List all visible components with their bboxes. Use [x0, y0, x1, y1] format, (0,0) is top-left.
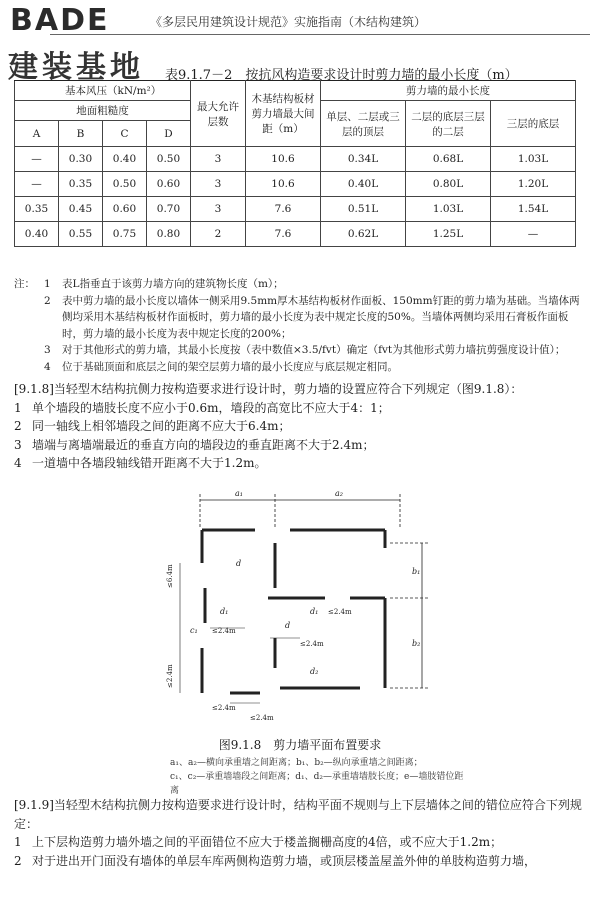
max-floors-header: 最大允许层数	[191, 81, 246, 147]
figure-caption: 图9.1.8 剪力墙平面布置要求	[218, 738, 382, 752]
min-length-header: 剪力墙的最小长度	[321, 81, 576, 101]
table-cell: 0.55	[58, 222, 102, 247]
label-le-2-4m: ≤2.4m	[328, 608, 352, 616]
table-cell: 1.25L	[406, 222, 491, 247]
book-title: 《多层民用建筑设计规范》实施指南（木结构建筑）	[150, 15, 427, 29]
table-cell: 0.45	[58, 197, 102, 222]
label-d1-right: d₁	[310, 607, 319, 616]
item-text: 墙端与离墙端最近的垂直方向的墙段边的垂直距离不大于2.4m；	[32, 437, 375, 452]
table-cell: 1.03L	[491, 147, 576, 172]
table-caption: 表9.1.7－2 按抗风构造要求设计时剪力墙的最小长度（m）	[165, 68, 518, 83]
table-cell: 10.6	[246, 172, 321, 197]
legend-line: a₁、a₂—横向承重墙之间距离；b₁、b₂—纵向承重墙之间距离；	[170, 758, 423, 768]
table-cell: 0.50	[102, 172, 146, 197]
table-cell: 3	[191, 147, 246, 172]
label-b1: b₁	[412, 567, 421, 576]
table-cell: 1.03L	[406, 197, 491, 222]
table-cell: —	[15, 147, 59, 172]
label-le-2-4m: ≤2.4m	[212, 704, 236, 712]
table-cell: 0.75	[102, 222, 146, 247]
label-le-6-4m: ≤6.4m	[166, 564, 174, 588]
floor-col-2: 二层的底层三层的二层	[406, 101, 491, 147]
note-text: 表中剪力墙的最小长度以墙体一侧采用9.5mm厚木基结构板材作面板、150mm钉距的剪力墙为基础。当墙体两侧均采用木基结构板材作面板时，剪力墙的最小长度为表中规定长度的50%。当墙体两侧均采用石膏板作面板时，剪力墙的最小长度为表中规定长度的200%；	[62, 294, 580, 340]
wall-segments	[202, 530, 385, 693]
table-cell: 0.40L	[321, 172, 406, 197]
table-row	[15, 172, 576, 197]
top-dimension	[200, 494, 400, 528]
label-d1-left: d₁	[220, 607, 229, 616]
note-text: 位于基础顶面和底层之间的架空层剪力墙的最小长度应与底层规定相同。	[62, 360, 398, 373]
table-cell: 3	[191, 197, 246, 222]
label-b2: b₂	[412, 639, 421, 648]
spacing-header: 木基结构板材剪力墙最大间距（m）	[246, 81, 321, 147]
note-number: 3	[44, 344, 51, 356]
floor-col-1: 单层、二层或三层的顶层	[321, 101, 406, 147]
item-number: 2	[14, 419, 22, 433]
label-c1: c₁	[190, 626, 198, 635]
table-cell: 0.40	[15, 222, 59, 247]
table-cell: 0.35	[15, 197, 59, 222]
table-cell: 0.80	[146, 222, 190, 247]
table-cell: 0.60	[102, 197, 146, 222]
note-number: 1	[44, 278, 51, 290]
table-cell: —	[491, 222, 576, 247]
item-text: 单个墙段的墙肢长度不应小于0.6m，墙段的高宽比不应大于4：1；	[32, 400, 390, 415]
table-cell: 7.6	[246, 222, 321, 247]
label-d: d	[285, 621, 291, 630]
table-cell: 7.6	[246, 197, 321, 222]
table-cell: 1.54L	[491, 197, 576, 222]
label-le-2-4m: ≤2.4m	[212, 627, 236, 635]
item-text: 同一轴线上相邻墙段之间的距离不应大于6.4m；	[32, 419, 291, 433]
item-text: 对于进出开门面没有墙体的单层车库两侧构造剪力墙，或顶层楼盖屋盖外伸的单肢构造剪力墙，	[32, 853, 537, 868]
table-cell: 0.30	[58, 147, 102, 172]
section-9-1-9	[14, 796, 586, 870]
site-logo-subtitle: 建装基地	[8, 50, 144, 85]
label-a2: a₂	[335, 489, 343, 498]
note-text: 表L指垂直于该剪力墙方向的建筑物长度（m）；	[62, 278, 284, 290]
label-d: d	[236, 559, 242, 568]
label-le-2-4m: ≤2.4m	[166, 664, 174, 688]
table-cell: 0.50	[146, 147, 190, 172]
table-cell: —	[15, 172, 59, 197]
item-text: 一道墙中各墙段轴线错开距离不大于1.2m。	[32, 456, 267, 470]
table-cell: 0.62L	[321, 222, 406, 247]
section-heading: [9.1.9]当轻型木结构抗侧力按构造要求进行设计时，结构平面不规则与上下层墙体之间的错位应符合下列规定：	[14, 798, 582, 831]
site-logo: BADE	[10, 3, 110, 38]
wall-length-table	[14, 80, 576, 247]
wind-pressure-header: 基本风压（kN/m²）	[15, 81, 191, 101]
terrain-header: 地面粗糙度	[15, 101, 191, 121]
floor-col-3: 三层的底层	[491, 101, 576, 147]
item-number: 1	[14, 400, 22, 415]
guide-lines	[180, 563, 300, 703]
item-number: 3	[14, 437, 22, 452]
terrain-c: C	[102, 121, 146, 147]
table-cell: 0.68L	[406, 147, 491, 172]
item-text: 上下层构造剪力墙外墙之间的平面错位不应大于楼盖搁栅高度的4倍，或不应大于1.2m；	[32, 835, 503, 849]
terrain-a: A	[15, 121, 59, 147]
item-number: 2	[14, 853, 22, 868]
table-notes	[14, 276, 584, 375]
limit-labels	[166, 564, 352, 722]
table-cell: 0.70	[146, 197, 190, 222]
table-cell: 0.60	[146, 172, 190, 197]
table-cell: 0.40	[102, 147, 146, 172]
label-le-2-4m: ≤2.4m	[300, 640, 324, 648]
note-text: 对于其他形式的剪力墙，其最小长度按（表中数值×3.5/fvt）确定（fvt为其他形式剪力墙抗剪强度设计值）；	[62, 344, 566, 356]
table-cell: 0.51L	[321, 197, 406, 222]
table-row	[15, 197, 576, 222]
item-number: 4	[14, 456, 22, 470]
table-cell: 0.34L	[321, 147, 406, 172]
shear-wall-plan-figure	[150, 488, 440, 728]
right-dimension	[390, 543, 430, 688]
section-heading: [9.1.8]当轻型木结构抗侧力按构造要求进行设计时，剪力墙的设置应符合下列规定（图9.1.8）：	[14, 382, 523, 396]
item-number: 1	[14, 835, 22, 849]
terrain-b: B	[58, 121, 102, 147]
header-rule	[50, 34, 590, 35]
label-le-2-4m: ≤2.4m	[250, 714, 274, 722]
legend-line: c₁、c₂—承重墙墙段之间距离；d₁、d₂—承重墙墙肢长度；e—墙肢错位距离	[170, 772, 464, 796]
label-a1: a₁	[235, 489, 243, 498]
table-cell: 2	[191, 222, 246, 247]
table-row	[15, 147, 576, 172]
figure-legend	[170, 756, 470, 798]
table-cell: 0.80L	[406, 172, 491, 197]
note-number: 4	[44, 360, 51, 373]
table-cell: 0.35	[58, 172, 102, 197]
note-number: 2	[44, 294, 51, 307]
table-cell: 1.20L	[491, 172, 576, 197]
page-header	[0, 0, 600, 44]
table-cell: 10.6	[246, 147, 321, 172]
table-cell: 3	[191, 172, 246, 197]
notes-label: 注：	[14, 278, 35, 290]
section-9-1-8	[14, 380, 586, 473]
terrain-d: D	[146, 121, 190, 147]
table-row	[15, 222, 576, 247]
label-d2: d₂	[310, 667, 319, 676]
